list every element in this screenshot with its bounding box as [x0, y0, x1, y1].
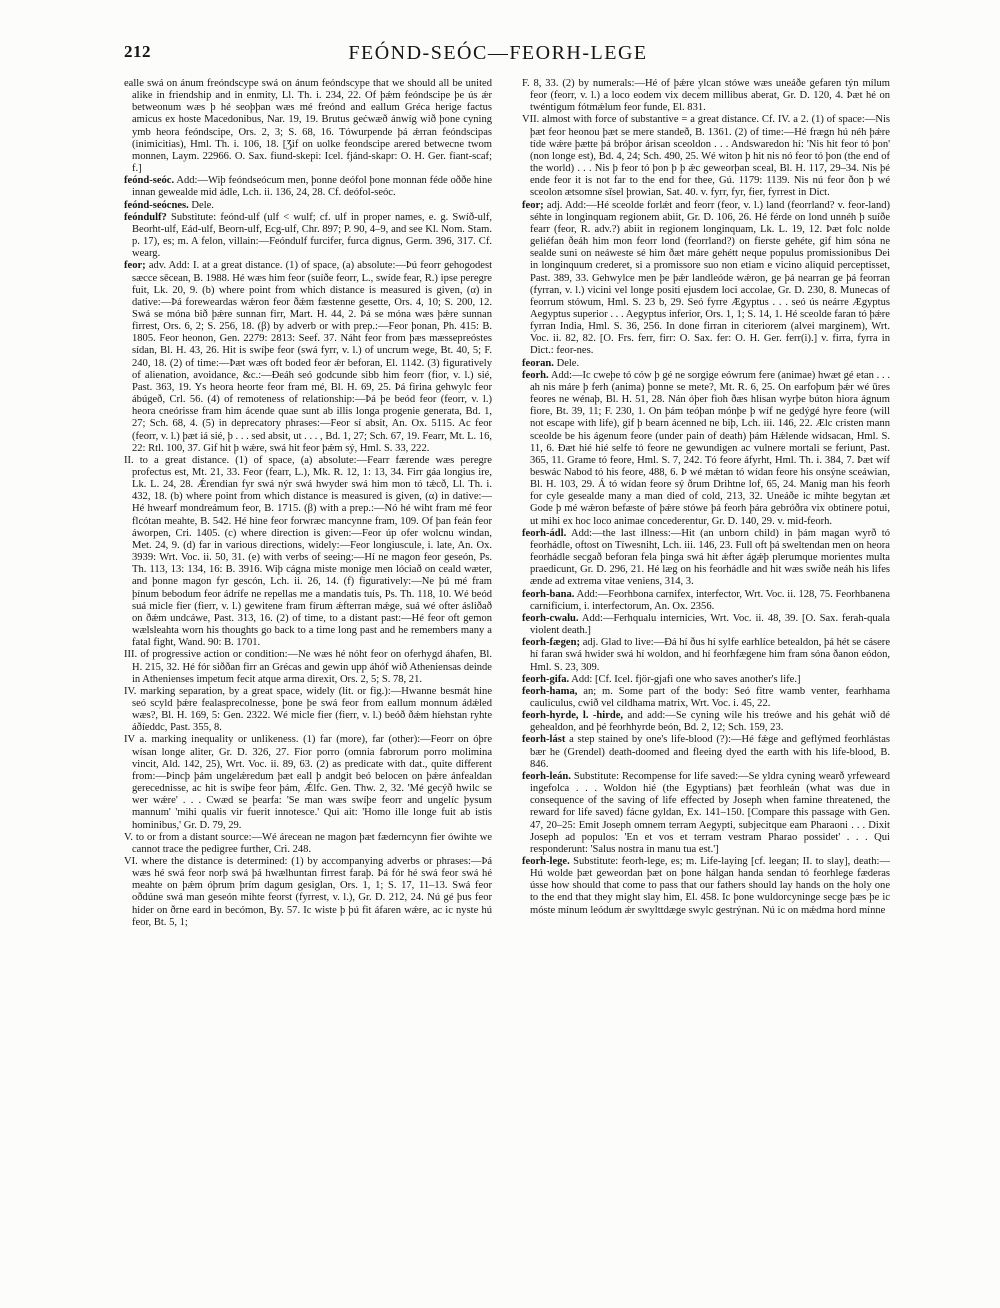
- entry-text: Add:—Ic cweþe tó ców þ gé ne sorgige eówrum fere (animae) hwæt gé etan . . . ah nis máre þ ferh (anima) þonne se mete?, Mt. R. 6, 25. On earfoþum þǽr wé ūres feores ne wénaþ, Bl. H. 51, 28. Nán óþer fioh ðæs hlisan wyrþe búton hiora ágnum fiore, Bt. 39, 11; F. 230, 1. On þám teóþan mónþe þ wíf ne gedýgé hyre feore (will not escape with life), gif þ bearn ácenned ne biþ, Lch. iii. 146, 22. Ælc cristen mann sceolde be his ágenum feore (under pain of death) þám Hǽlende widsacan, Hml. S. 11, 6. Ðæt hié hié selfe tó feore ne gewundigen ac vulnere mortali se feriunt, Past. 365, 11. Grame tó feore, Hml. S. 7, 242. Tó feore áfyrht, Hml. Th. i. 384, 7. Þæt wíf beswác Nabod tó his feore, 488, 6. Þ wé mǽtan tó wídan feore his onsýne sceáwian, Bl. H. 103, 29. Á tó wídan feore sý ðrum Drihtne lof, 65, 24. Manig man his feorh for cyle gesealde many a man died of cold, 213, 32. Uneáðe ic mihte begytan æt Gode þ mé wǽron befæste of þǽre stówe þá feorh þára gebróðra vix obtinere potui, ut mihi ex hoc loco animae concederentur, Gr. D. 140, 29. v. mid-feorh.: [530, 369, 890, 527]
- dictionary-entry: [522, 686, 890, 710]
- dictionary-entry: [124, 175, 492, 199]
- entry-text: ealle swá on ánum freóndscype swá on ánum feóndscype that we should all be united alike in friendship and in enmity, Ll. Th. i. 234, 22. Of þǽm feóndscipe þe ús ǽr betweonum wæs þ hé seoþþan wæs mé freónd and eallum Gréca herige factus amicus ex hoste Macedonibus, Nar. 19, 19. Brutus geċwæð ánwíg wið þone cyning ymb heora feóndscipe, Ors. 2, 3; S. 68, 16. Tówurpende þá ǽrran feóndscipas (inimicitias), Hml. Th. i. 106, 18. [Ʒif on uolke feondscipe arered betwecne twom monnen, Laym. 22966. O. Sax. fiund-skepi: Icel. fjánd-skapr: O. H. Ger. fiant-scaf; f.]: [124, 78, 492, 175]
- dictionary-entry: [522, 674, 890, 686]
- running-head: FEÓND-SEÓC—FEORH-LEGE: [348, 42, 648, 64]
- entry-headword: feorh.: [522, 369, 549, 381]
- dictionary-entry: [124, 200, 492, 212]
- entry-text: VI. where the distance is determined: (1) by accompanying adverbs or phrases:—Þá wæs hé swá feor norþ swá þá hwælhuntan firrest faraþ. Þá fór hé swá feor swá hé meahte on þǽm óþrum þrím dagum gesiglan, Ors. 1, 1; S. 17, 11–13. Swá feor oðdúne swá man geseón mihte feorst (fyrrest, v. l.), Gr. D. 212, 24. Nú gé þus feor hider on ðrne eard in becómon, By. 57. Ic wiste þ þú fit áfaren wǽre, ac ic nyste hú feor, Bt. 5, 1;: [124, 856, 492, 928]
- entry-text: Add: [Cf. Icel. fjör-gjafi one who saves another's life.]: [571, 673, 801, 685]
- page-number: 212: [124, 42, 151, 61]
- dictionary-entry: [124, 78, 492, 175]
- entry-text: Substitute: feorh-lege, es; m. Life-laying [cf. leegan; II. to slay], death:—Hú wolde þæt geweordan þæt on þone hálgan handa sendan tó feorhlege fæderas ússe how should that come to pass that our fathers should lay hands on the holy one to the end that they might slay him, El. 458. Ic þone wuldorcyninge secge þæs þe ic móste mínum leódum ǽr swylttdæge swylc gestrýnan. Nú ic on mǽdma hord mínne: [530, 856, 890, 916]
- dictionary-entry: [124, 260, 492, 455]
- entry-text: Dele.: [191, 199, 214, 211]
- entry-text: and add:—Se cyning wile his treówe and his gehát wið dé gehealdon, and þé feorhhyrde beón, Bd. 2, 12; Sch. 159, 23.: [530, 710, 890, 734]
- entry-text: adj. Glad to live:—Ðá hí ðus hí sylfe earhlíce betealdon, þá hét se cásere hí faran swá hwider swá hí woldon, and hí feorhfægene him fram sóna ðanon eódon, Hml. S. 23, 309.: [530, 637, 890, 673]
- entry-headword: feónd-seóc.: [124, 175, 175, 187]
- dictionary-entry: [522, 358, 890, 370]
- dictionary-entry: [522, 370, 890, 528]
- entry-text: adv. Add: I. at a great distance. (1) of space, (a) absolute:—Þú feorr gehogodest sæcce sēcean, B. 1988. Hé wæs him feor (suíðe feorr, L., swíde fear, R.) ipse peregre fuit, Lk. 20, 9. (b) where point from which distance is measured is given, (α) in dative:—Þá foreweardas wǽron feor ðǽm fæstenne gesette, Ors. 4, 10; S. 200, 12. Swá se móna bið þǽre sunnan firr, Mart. H. 44, 2. Þá se móna wæs þǽre sunnan firrest, Ors. 6, 2; S. 256, 18. (β) by adverb or with prep.:—Feor þonan, Ph. 415: B. 1805. Feor heonon, Gen. 2279: 2813: Seef. 37. Náht feor from þæs mæssepreóstes sídan, Bl. H. 43, 26. Hit is swíþe feor (swá fyrr, v. l.) of uncrum wege, Bt. 40, 5; F. 240, 18. (2) of time:—Þæt wæs oft boded feor ǽr beforan, El. 1142. (3) figuratively of alienation, avoidance, &c.:—Ðeáh seó godcunde sibb him feorr (fior, v. l.) sié, Past. 363, 19. Ys heora heorte feor fram mé, Bl. H. 69, 25. Þá firina gehwylc feor ábúgeð, Crl. 56. (4) of remoteness of relationship:—Þá þe beód feor (feorr, v. l.) heora cneórisse fram him ácende quae sunt ab illis longa progenie generata, Bd. 1, 27; Sch. 68, 4. (5) in deprecatory phrases:—Feor sí absit, An. Ox. 5115. Ac feor (feorr, v. l.) þæt iá sié, þ . . . sed absit, ut . . . , Bd. 1, 27; Sch. 67, 19. Fearr, Mt. L. 16, 22: Rtl. 100, 37. Gif hit þ wǽre, swá hit feor þǽm sý, Hml. S. 33, 222.: [132, 260, 492, 454]
- dictionary-entry: [522, 637, 890, 673]
- entry-text: F. 8, 33. (2) by numerals:—Hé of þǽre ylcan stówe wæs uneáðe gefaren týn mílum feor (feorr, v. l.) a loco eodem vix decem millibus aberat, Gr. D. 120, 4. Þæt hé on twéntigum fótmǽlum feor funde, El. 831.: [522, 78, 890, 114]
- right-column: [522, 78, 890, 1283]
- dictionary-entry: [522, 528, 890, 589]
- entry-headword: feorh-bana.: [522, 588, 575, 600]
- entry-text: Add:—Wiþ feóndseócum men, þonne deófol þone monnan féde oððe hine innan gewealde mid ádle, Lch. ii. 136, 24, 28. Cf. deófol-seóc.: [132, 175, 492, 199]
- entry-text: a step stained by one's life-blood (?):—Hé fǽge and geflýmed feorhlástas bær he (Grendel) death-doomed and fleeing dyed the earth with his life-blood, B. 846.: [530, 734, 890, 770]
- entry-headword: feor;: [124, 260, 146, 272]
- entry-headword: feorh-lege.: [522, 856, 570, 867]
- dictionary-entry: [522, 589, 890, 613]
- dictionary-entry: [124, 455, 492, 650]
- text-columns: [124, 78, 890, 1283]
- dictionary-entry: [522, 856, 890, 917]
- dictionary-entry: [522, 734, 890, 770]
- entry-text: adj. Add:—Hé sceolde forlǽt and feorr (feor, v. l.) land (feorrland? v. feor-land) séhte in longinquam regionem abiit, Gr. D. 106, 26. Hé férde on lond unnéh þ suíðe fearr (feor, R. adv.?) abiit in regionem longinquam, Lk. L. 19, 12. Þæt folc nolde geliéfan ðeáh him mon feorr lond (feorrland?) on fierste gehéte, gif him sóna ne sealde suni on neáweste sé him ðæt máre gehétt neque populus promissionibus Dei in longinquum crederet, si a promissore suo non etiam e vicino aliquid perceptisset, Past. 389, 33. Gehwylce men þe þǽr landleóde wǽron, ge þá nearran ge þá feorran (fyrran, v. l.) vicini vel longe positi ejusdem loci accolae, Gr. D. 230, 8. Munecas of feorrum stówum, Hml. S. 23 b, 29. Seó fyrre Ægyptus . . . seó ús neárre Ægyptus Aegyptus superior . . . Aegyptus inferior, Ors. 1, 1; S. 14, 1. Hé sceolde faran tó þǽre fyrran India, Hml. S. 36, 256. In done firran in citeriorem (alvei marginem), Wrt. Voc. ii. 82, 82. [O. Frs. ferr, firr: O. Sax. fer: O. H. Ger. ferr(i).] v. firra, fyrra in Dict.: feor-nes.: [530, 199, 890, 357]
- dictionary-entry: [522, 114, 890, 199]
- dictionary-entry: [522, 613, 890, 637]
- dictionary-entry: [124, 856, 492, 929]
- entry-headword: feorh-fægen;: [522, 637, 580, 649]
- dictionary-entry: [522, 78, 890, 114]
- dictionary-entry: [124, 649, 492, 685]
- entry-text: VII. almost with force of substantive = a great distance. Cf. IV. a 2. (1) of space:—Nis þæt feor heonou þæt se mere standeð, B. 1361. (2) of time:—Hé frægn hú néh þǽre tíde wǽre þætte þá bróþor árisan sceoldon . . . Andswaredon hí: 'Nis hit feor tó þon' (non longe est), Bd. 4, 24; Sch. 490, 25. Wé witon þ hit nis nó feor tó þon (the end of the world) . . . Nis þ feor tó þon þ þ ǽc geweorþan sceal, Bl. H. 117, 29–34. Nis þé ende feor it is not far to the end for thee, Gú. 1179: 1139. Nis nú feor ðon þ wé sceolon ætsomne sǐsel þrowian, Sat. 40. v. fyrr, fyr, fier, fyrrest in Dict.: [522, 114, 890, 199]
- dictionary-entry: [522, 771, 890, 856]
- entry-headword: feorh-cwalu.: [522, 612, 579, 624]
- entry-text: Substitute: feónd-ulf (ulf < wulf; cf. ulf in proper names, e. g. Swíð-ulf, Beorht-ulf, Eád-ulf, Beorn-ulf, Ecg-ulf, Chr. 897; P. 90, 4–9, and see Kl. Nom. Stam. p. 17), es; m. A felon, villain:—Feóndulf furcifer, furca dignus, Germ. 396, 317. Cf. wearg.: [132, 211, 492, 260]
- entry-headword: feorh-gifa.: [522, 673, 570, 685]
- entry-headword: feor;: [522, 199, 544, 211]
- entry-text: IV a. marking inequality or unlikeness. (1) far (more), far (other):—Feorr on óþre wísan longe aliter, Gr. D. 326, 27. Fior porro (omnia fabrorum porro molimina vincit, Ald. 142, 25), Wrt. Voc. ii. 89, 63. (2) as predicate with dat., quite different from:—Þincþ þám ungelǽredum þæt eall þ andgit beó belocen on þǽre ánfealdan gerecednisse, ac hit is swíþe feor þám, Ǽlfc. Gen. Thw. 2, 32. 'Mé gecýð hwilc se wer wǽre' . . . Cwæd se þearfa: 'Se man wæs swíþe feorr and ungelíc þysum mannum' 'mihi qualis vir fuerit innotesce.' Qui ait: 'Homo ille longe fuit ab istis hominibus,' Gr. D. 79, 29.: [124, 734, 492, 831]
- dictionary-entry: [124, 212, 492, 261]
- entry-text: Add:—Feorhbona carnifex, interfector, Wrt. Voc. ii. 128, 75. Feorhbanena carnificium, i. interfectorum, An. Ox. 2356.: [530, 588, 890, 612]
- entry-text: III. of progressive action or condition:—Ne wæs hé nóht feor on oferhygd áhafen, Bl. H. 215, 32. Hé fór siððan firr an Grécas and gewin upp áhóf wið Atheniensas deinde in Athenienses impetum fecit atque arma direxit, Ors. 2, 5; S. 78, 21.: [124, 649, 492, 685]
- dictionary-entry: [124, 686, 492, 735]
- entry-text: V. to or from a distant source:—Wé árecean ne magon þæt fæderncynn fier ówihte we cannot trace the pedigree further, Cri. 248.: [124, 831, 492, 855]
- entry-text: an; m. Some part of the body: Seó fitre wamb venter, fearhhama cauliculus, cwið vel cildhama matrix, Wrt. Voc. i. 45, 22.: [530, 685, 890, 709]
- dictionary-entry: [522, 710, 890, 734]
- entry-text: Add:—Ferhqualu internicies, Wrt. Voc. ii. 48, 39. [O. Sax. ferah-quala violent death.]: [530, 612, 890, 637]
- entry-headword: feorh-lást: [522, 734, 566, 746]
- entry-headword: feoran.: [522, 357, 554, 369]
- dictionary-entry: [124, 832, 492, 856]
- entry-headword: feorh-leán.: [522, 770, 571, 782]
- entry-headword: feorh-hama,: [522, 685, 578, 697]
- dictionary-entry: [522, 200, 890, 358]
- entry-text: Dele.: [556, 357, 580, 369]
- entry-text: Add:—the last illness:—Hit (an unborn child) in þám magan wyrð tó feorhádle, oftost on Tíwesniht, Lch. iii. 146, 23. Full oft þá sweltendan men on heora feorhádle secgað beforan fela þinga swá hit ǽfter ágǽþ plerumque morientes multa praedicunt, Gr. D. 296, 21. Hé læg on his feorhádle and hit wæs swíðe neáh his lifes ænde ad extrema vitae veniens, 314, 3.: [530, 527, 890, 588]
- entry-headword: feónd-seócnes.: [124, 199, 189, 211]
- entry-headword: feorh-ádl.: [522, 527, 567, 539]
- left-column: [124, 78, 492, 1283]
- entry-headword: feorh-hyrde, l. -hirde,: [522, 710, 624, 722]
- entry-text: II. to a great distance. (1) of space, (a) absolute:—Fearr færende wæs peregre profectus est, Mt. 21, 33. Feor (fearr, L.), Mk. R. 12, 1: 13, 34. Firr gáa longius ire, Lk. L. 24, 28. Ǽrendian fyr swá nýr swá hwyder swá him mon tó tǽcð, Ll. Th. i. 432, 18. (b) where point from which distance is measured is given, (α) in dative:—Hé hwearf mondreámum feor, B. 1715. (β) with a prep.:—Nó hé wiht fram mé feor flcótan meahte, B. 542. Hé hine feor forwræc mancynne fram, 109. Of þan feán feor áworpen, Cri. 1405. (c) where direction is given:—Feor úp ofer wolcnu windan, Met. 24, 9. (d) far in various directions, widely:—Feor longiuscule, i. late, An. Ox. 3939: Wrt. Voc. ii. 50, 31. (e) with verbs of seeing:—Hí ne magon feor geseón, Ps. Th. 113, 13: 134, 16: B. 3916. Wiþ cágna miste monige men lóciað on ceald wæter, and þonne magon fyr gescón, Lch. ii. 26, 14. (f) figuratively:—Ne þú mé fram þínum bebodum feor ádrífe ne repellas me a mandatis tuis, Ps. Th. 118, 10. Wé beód suá micle fier (fierr, v. l.) gewitene fram fírum ǽfterran mǽge, suá wé ofter ásliðað on ðǽm undcáwe, Past. 313, 16. (2) of time, to a distant past:—Hé feor oft gemon wælsleahta worn his thoughts go back to a time long past and he remembers many a fatal fight, Wand. 90: B. 1701.: [124, 454, 492, 649]
- entry-text: IV. marking separation, by a great space, widely (lit. or fig.):—Hwanne besmát hine seó scyld þǽre fealasprecolnesse, þone þe swá feor from eallum monnum ádǽled wæs?, Bl. H. 169, 5: Gen. 2322. Wé micle fier (fierr, v. l.) beóð ðǽm híehstan ryhte áðíeddc, Past. 355, 8.: [124, 685, 492, 734]
- entry-text: Substitute: Recompense for life saved:—Se yldra cyning wearð yrfeweard ingefolca . . . Woldon hié (the Egyptians) þæt feorhleán (what was due in consequence of the saving of life effected by Joseph when famine threatened, the reward for life saved) fácne gyldan, Ex. 141–150. [Compare this passage with Gen. 47, 20–25: Emit Joseph omnem terram Aegypti, subjecitque eam Pharaoni . . . Dixit Joseph ad populos: 'En et vos et terram vestram Pharao possidet' . . . Qui responderunt: 'Salus nostra in manu tua est.']: [530, 770, 890, 855]
- dictionary-entry: [124, 734, 492, 831]
- entry-headword: feóndulf?: [124, 211, 167, 223]
- page-header: [124, 42, 872, 72]
